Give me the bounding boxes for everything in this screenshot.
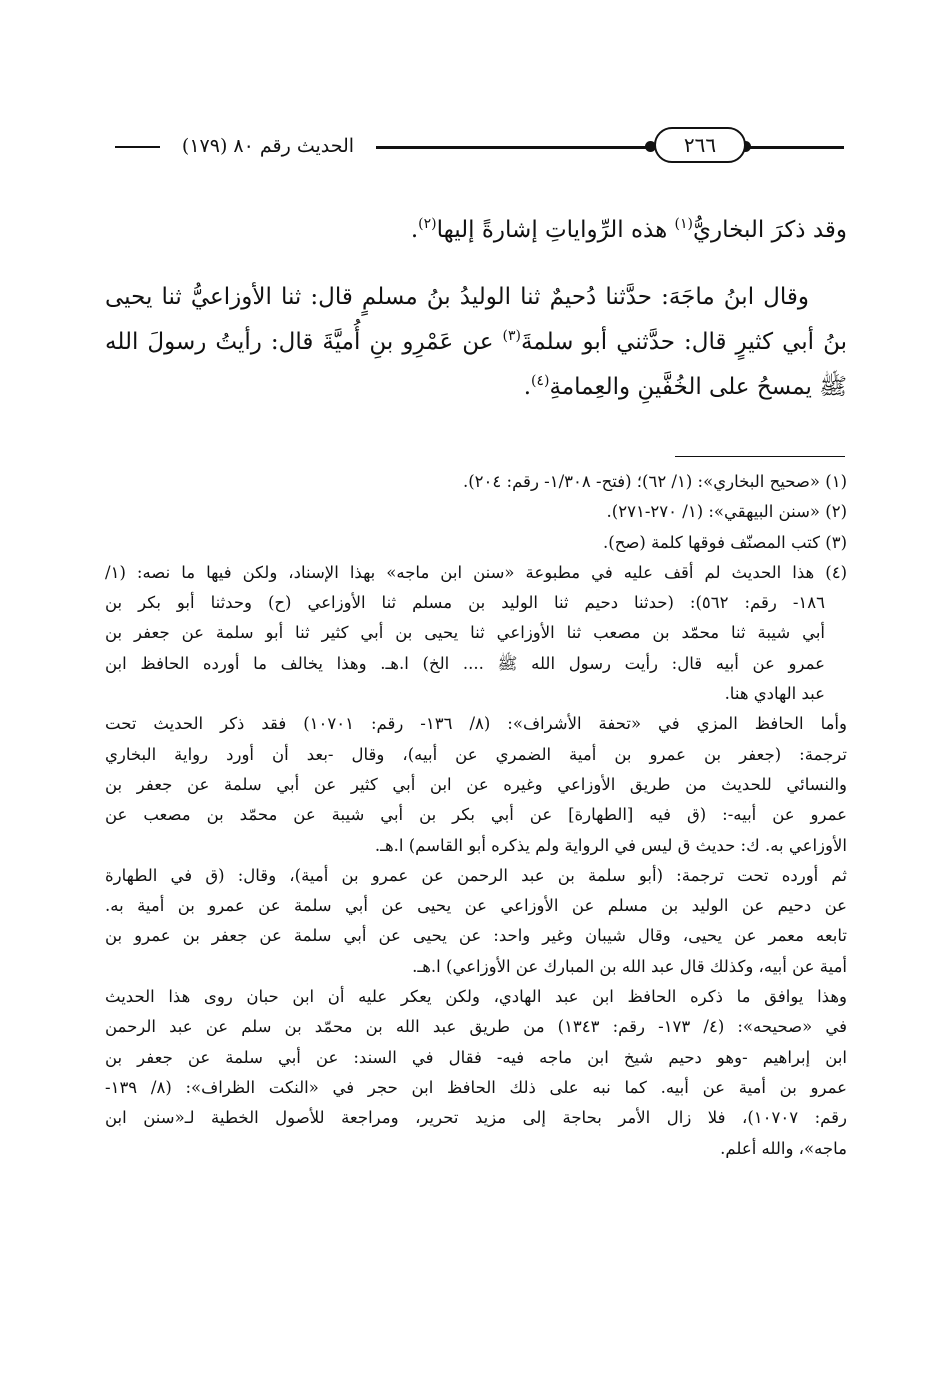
running-title: الحديث رقم ٨٠ (١٧٩): [181, 135, 355, 157]
footnote-divider: [675, 456, 845, 457]
p2-text-2: عن عَمْرِو بنِ أُميَّةَ قال: رأيتُ رسولَ الله ﷺ يمسحُ على الخُفَّينِ والعِمامةِ: [105, 329, 847, 400]
footnote-4-line: ثم أورده تحت ترجمة: (أبو سلمة بن عبد الرحمن عن عمرو بن أمية)، وقال: (ق في الطهارة: [105, 865, 847, 885]
footnote-4-line: ابن إبراهيم -وهو دحيم شيخ ابن ماجه فيه- فقال في السند: عن أبي سلمة عن جعفر بن: [105, 1047, 847, 1067]
footnote-4-line: في «صحيحه»: (٤/ ١٧٣- رقم: ١٣٤٣) من طريق عبد الله بن محمّد بن سلم عن عبد الرحمن: [105, 1017, 847, 1037]
footnote-1: (١) «صحيح البخاري»: (١/ ٦٢)؛ (فتح- ١/٣٠٨- رقم: ٢٠٤).: [462, 472, 847, 491]
main-paragraph-1: [105, 208, 847, 253]
footnote-4-line: أبي شيبة ثنا محمّد بن مصعب ثنا الأوزاعي ثنا يحيى بن أبي كثير ثنا أبو سلمة عن جعفر بن: [105, 623, 825, 643]
p1-text-2: هذه الرِّواياتِ إشارةً إليها: [436, 217, 675, 243]
footnote-4-line: رقم: ١٠٧٠٧)، فلا زال الأمر بحاجة إلى مزيد تحرير، ومراجعة للأصول الخطية لـ«سنن ابن: [105, 1108, 847, 1128]
footnote-ref-4: (٤): [531, 373, 550, 389]
footnote-4-line: تابعه معمر عن يحيى، وقال شيبان وغير واحد: عن يحيى عن أبي سلمة عن جعفر بن عمرو بن: [105, 926, 847, 946]
footnote-4-line: عن دحيم عن الوليد بن مسلم عن الأوزاعي عن يحيى عن أبي سلمة عن عمرو بن أمية به.: [105, 896, 847, 916]
p1-text-1: وقد ذكرَ البخاريُّ: [693, 217, 847, 243]
footnote-2: (٢) «سنن البيهقي»: (١/ ٢٧٠-٢٧١).: [606, 502, 847, 522]
footnote-4-line: عمرو عن أبيه قال: رأيت رسول الله ﷺ .... الخ) ا.هـ. وهذا يخالف ما أورده الحافظ ابن: [105, 653, 825, 673]
p2-text-3: .: [523, 374, 532, 400]
footnote-ref-3: (٣): [502, 328, 521, 344]
footnote-ref-1: (١): [674, 216, 694, 232]
header-left-rule: [115, 146, 160, 148]
p2-text-1: وقال ابنُ ماجَهَ: حدَّثنا دُحيمٌ ثنا الوليدُ بنُ مسلمٍ قال: ثنا الأوزاعيُّ ثنا يحيى بنُ أبي كثيرٍ قال: حدَّثني أبو سلمةَ: [105, 284, 847, 355]
footnote-4-line: وهذا يوافق ما ذكره الحافظ ابن عبد الهادي، ولكن يعكر عليه أن ابن حبان روى هذا الحديث: [105, 987, 847, 1007]
footnote-4-line: ١٨٦- رقم: ٥٦٢): (حدثنا دحيم ثنا الوليد بن مسلم ثنا الأوزاعي (ح) وحدثنا أبو بكر بن: [105, 593, 825, 613]
p1-text-3: .: [410, 217, 419, 243]
footnote-4-line: أمية عن أبيه، وكذلك قال عبد الله بن المبارك عن الأوزاعي) ا.هـ.: [412, 956, 847, 976]
footnote-4-line: الأوزاعي به. ك: حديث ق ليس في الرواية ولم يذكره أبو القاسم) ا.هـ.: [374, 835, 847, 855]
footnote-ref-2: (٢): [418, 216, 437, 232]
footnote-4-line: وأما الحافظ المزي في «تحفة الأشراف»: (٨/ ١٣٦- رقم: ١٠٧٠١) فقد ذكر الحديث تحت: [105, 714, 847, 734]
footnote-4-line: عبد الهادي هنا.: [724, 684, 825, 704]
footnotes: [105, 467, 847, 1164]
page-number: ٢٦٦: [683, 133, 717, 157]
footnote-4-line: ماجه»، والله أعلم.: [720, 1138, 847, 1158]
footnote-4-line: والنسائي للحديث من طريق الأوزاعي وغيره عن ابن أبي كثير عن أبي سلمة عن جعفر بن: [105, 774, 847, 794]
footnote-4-line: (٤) هذا الحديث لم أقف عليه في مطبوعة «سنن ابن ماجه» بهذا الإسناد، ولكن فيها ما نصه: (١/: [105, 562, 847, 582]
header-ornament-rule: [376, 146, 844, 149]
footnote-4-line: عمرو بن أمية عن أبيه. كما نبه على ذلك الحافظ ابن حجر في «النكت الظراف»: (٨/ ١٣٩-: [105, 1077, 847, 1097]
main-paragraph-2: [105, 275, 847, 410]
footnote-4-line: عمرو عن أبيه-: (ق فيه [الطهارة] عن أبي بكر بن أبي شيبة عن محمّد بن مصعب عن: [105, 805, 847, 825]
footnote-3: (٣) كتب المصنّف فوقها كلمة (صح).: [603, 532, 847, 552]
footnote-4-line: ترجمة: (جعفر بن عمرو بن أمية الضمري عن أبيه)، وقال -بعد أن أورد رواية البخاري: [105, 744, 847, 764]
